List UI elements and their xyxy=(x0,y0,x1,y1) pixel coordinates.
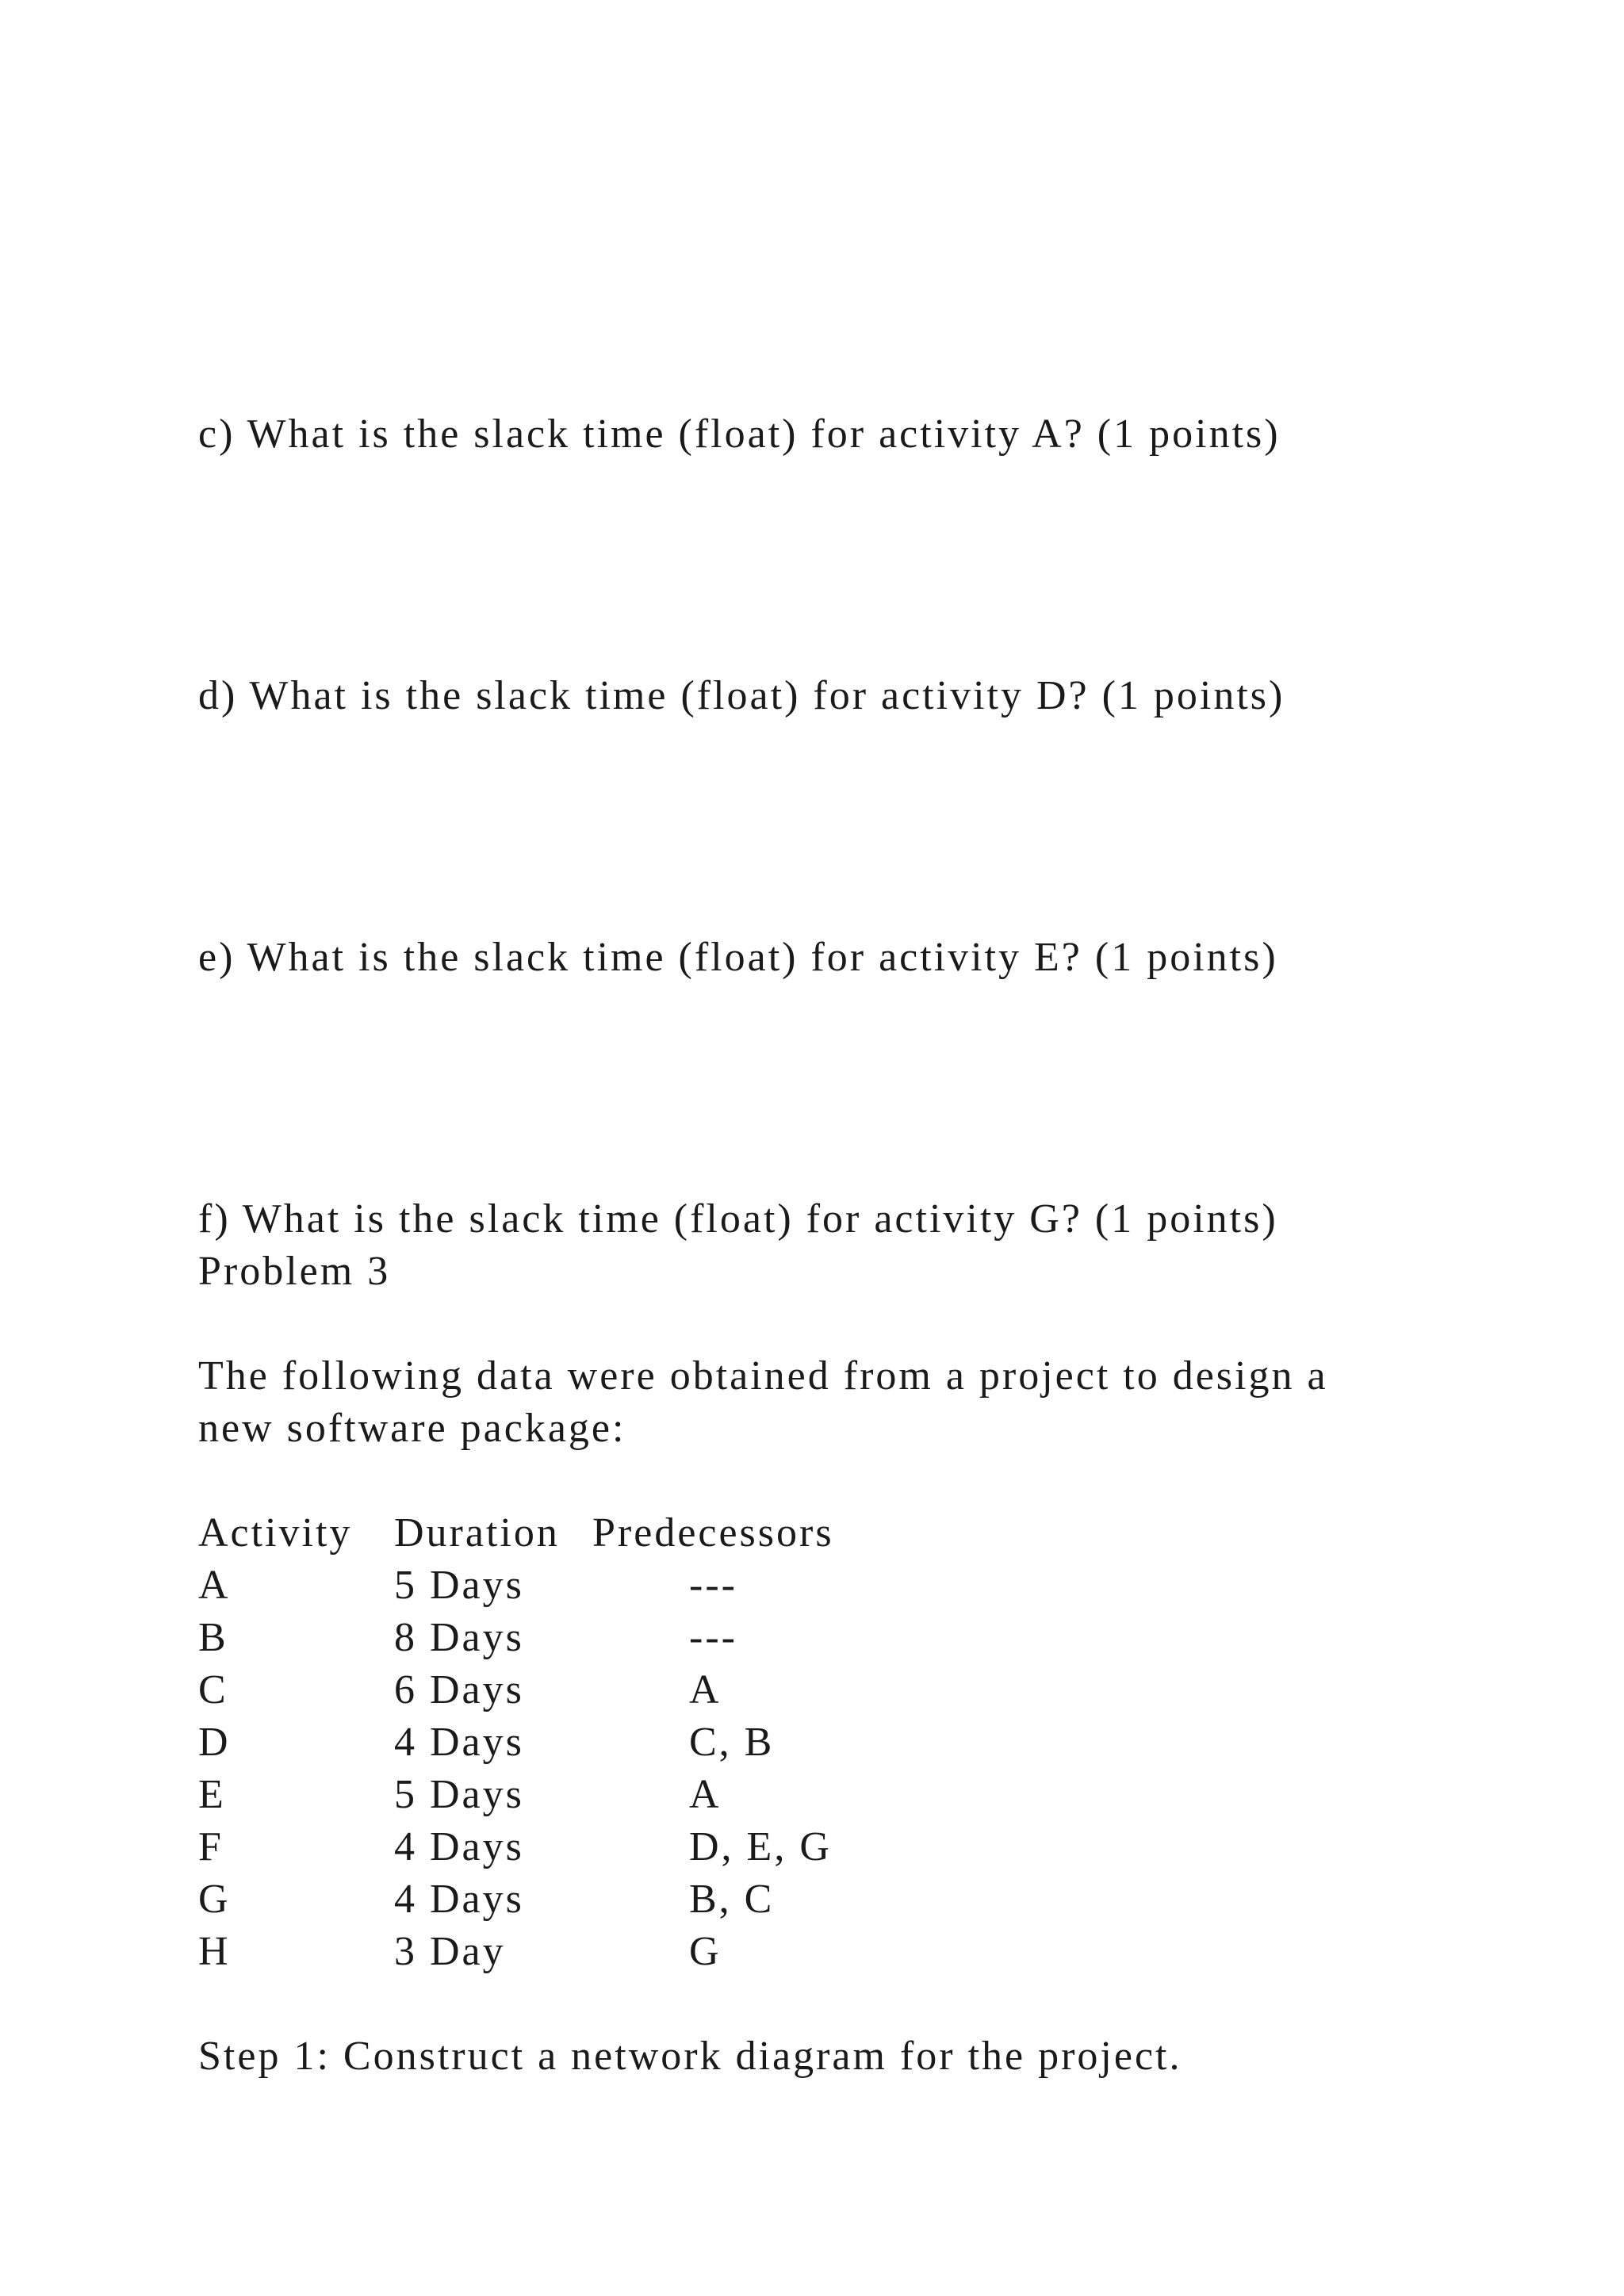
step-1: Step 1: Construct a network diagram for the project. xyxy=(198,2034,1182,2079)
cell-activity: D xyxy=(198,1720,231,1765)
cell-duration: 5 Days xyxy=(394,1563,524,1608)
cell-duration: 4 Days xyxy=(394,1720,524,1765)
question-e: e) What is the slack time (float) for activity E? (1 points) xyxy=(198,935,1278,980)
header-duration: Duration xyxy=(394,1510,560,1556)
cell-activity: H xyxy=(198,1929,231,1974)
cell-predecessors: --- xyxy=(689,1563,737,1608)
cell-predecessors: D, E, G xyxy=(689,1824,832,1869)
cell-duration: 4 Days xyxy=(394,1824,524,1869)
header-predecessors: Predecessors xyxy=(592,1510,834,1556)
cell-duration: 3 Day xyxy=(394,1929,506,1974)
cell-predecessors: B, C xyxy=(689,1877,775,1922)
intro-line-1: The following data were obtained from a project to design a xyxy=(198,1353,1328,1399)
question-f: f) What is the slack time (float) for activity G? (1 points) xyxy=(198,1196,1278,1242)
cell-predecessors: G xyxy=(689,1929,722,1974)
cell-activity: G xyxy=(198,1877,231,1922)
cell-activity: F xyxy=(198,1824,224,1869)
cell-predecessors: C, B xyxy=(689,1720,775,1765)
cell-duration: 6 Days xyxy=(394,1667,524,1712)
cell-duration: 8 Days xyxy=(394,1615,524,1660)
cell-predecessors: A xyxy=(689,1772,722,1817)
question-c: c) What is the slack time (float) for activity A? (1 points) xyxy=(198,411,1281,457)
intro-line-2: new software package: xyxy=(198,1406,626,1451)
cell-duration: 5 Days xyxy=(394,1772,524,1817)
cell-duration: 4 Days xyxy=(394,1877,524,1922)
cell-predecessors: A xyxy=(689,1667,722,1712)
header-activity: Activity xyxy=(198,1510,353,1556)
cell-activity: A xyxy=(198,1563,231,1608)
cell-activity: C xyxy=(198,1667,228,1712)
problem-heading: Problem 3 xyxy=(198,1249,391,1294)
cell-predecessors: --- xyxy=(689,1615,737,1660)
cell-activity: B xyxy=(198,1615,228,1660)
question-d: d) What is the slack time (float) for activity D? (1 points) xyxy=(198,673,1285,718)
cell-activity: E xyxy=(198,1772,226,1817)
